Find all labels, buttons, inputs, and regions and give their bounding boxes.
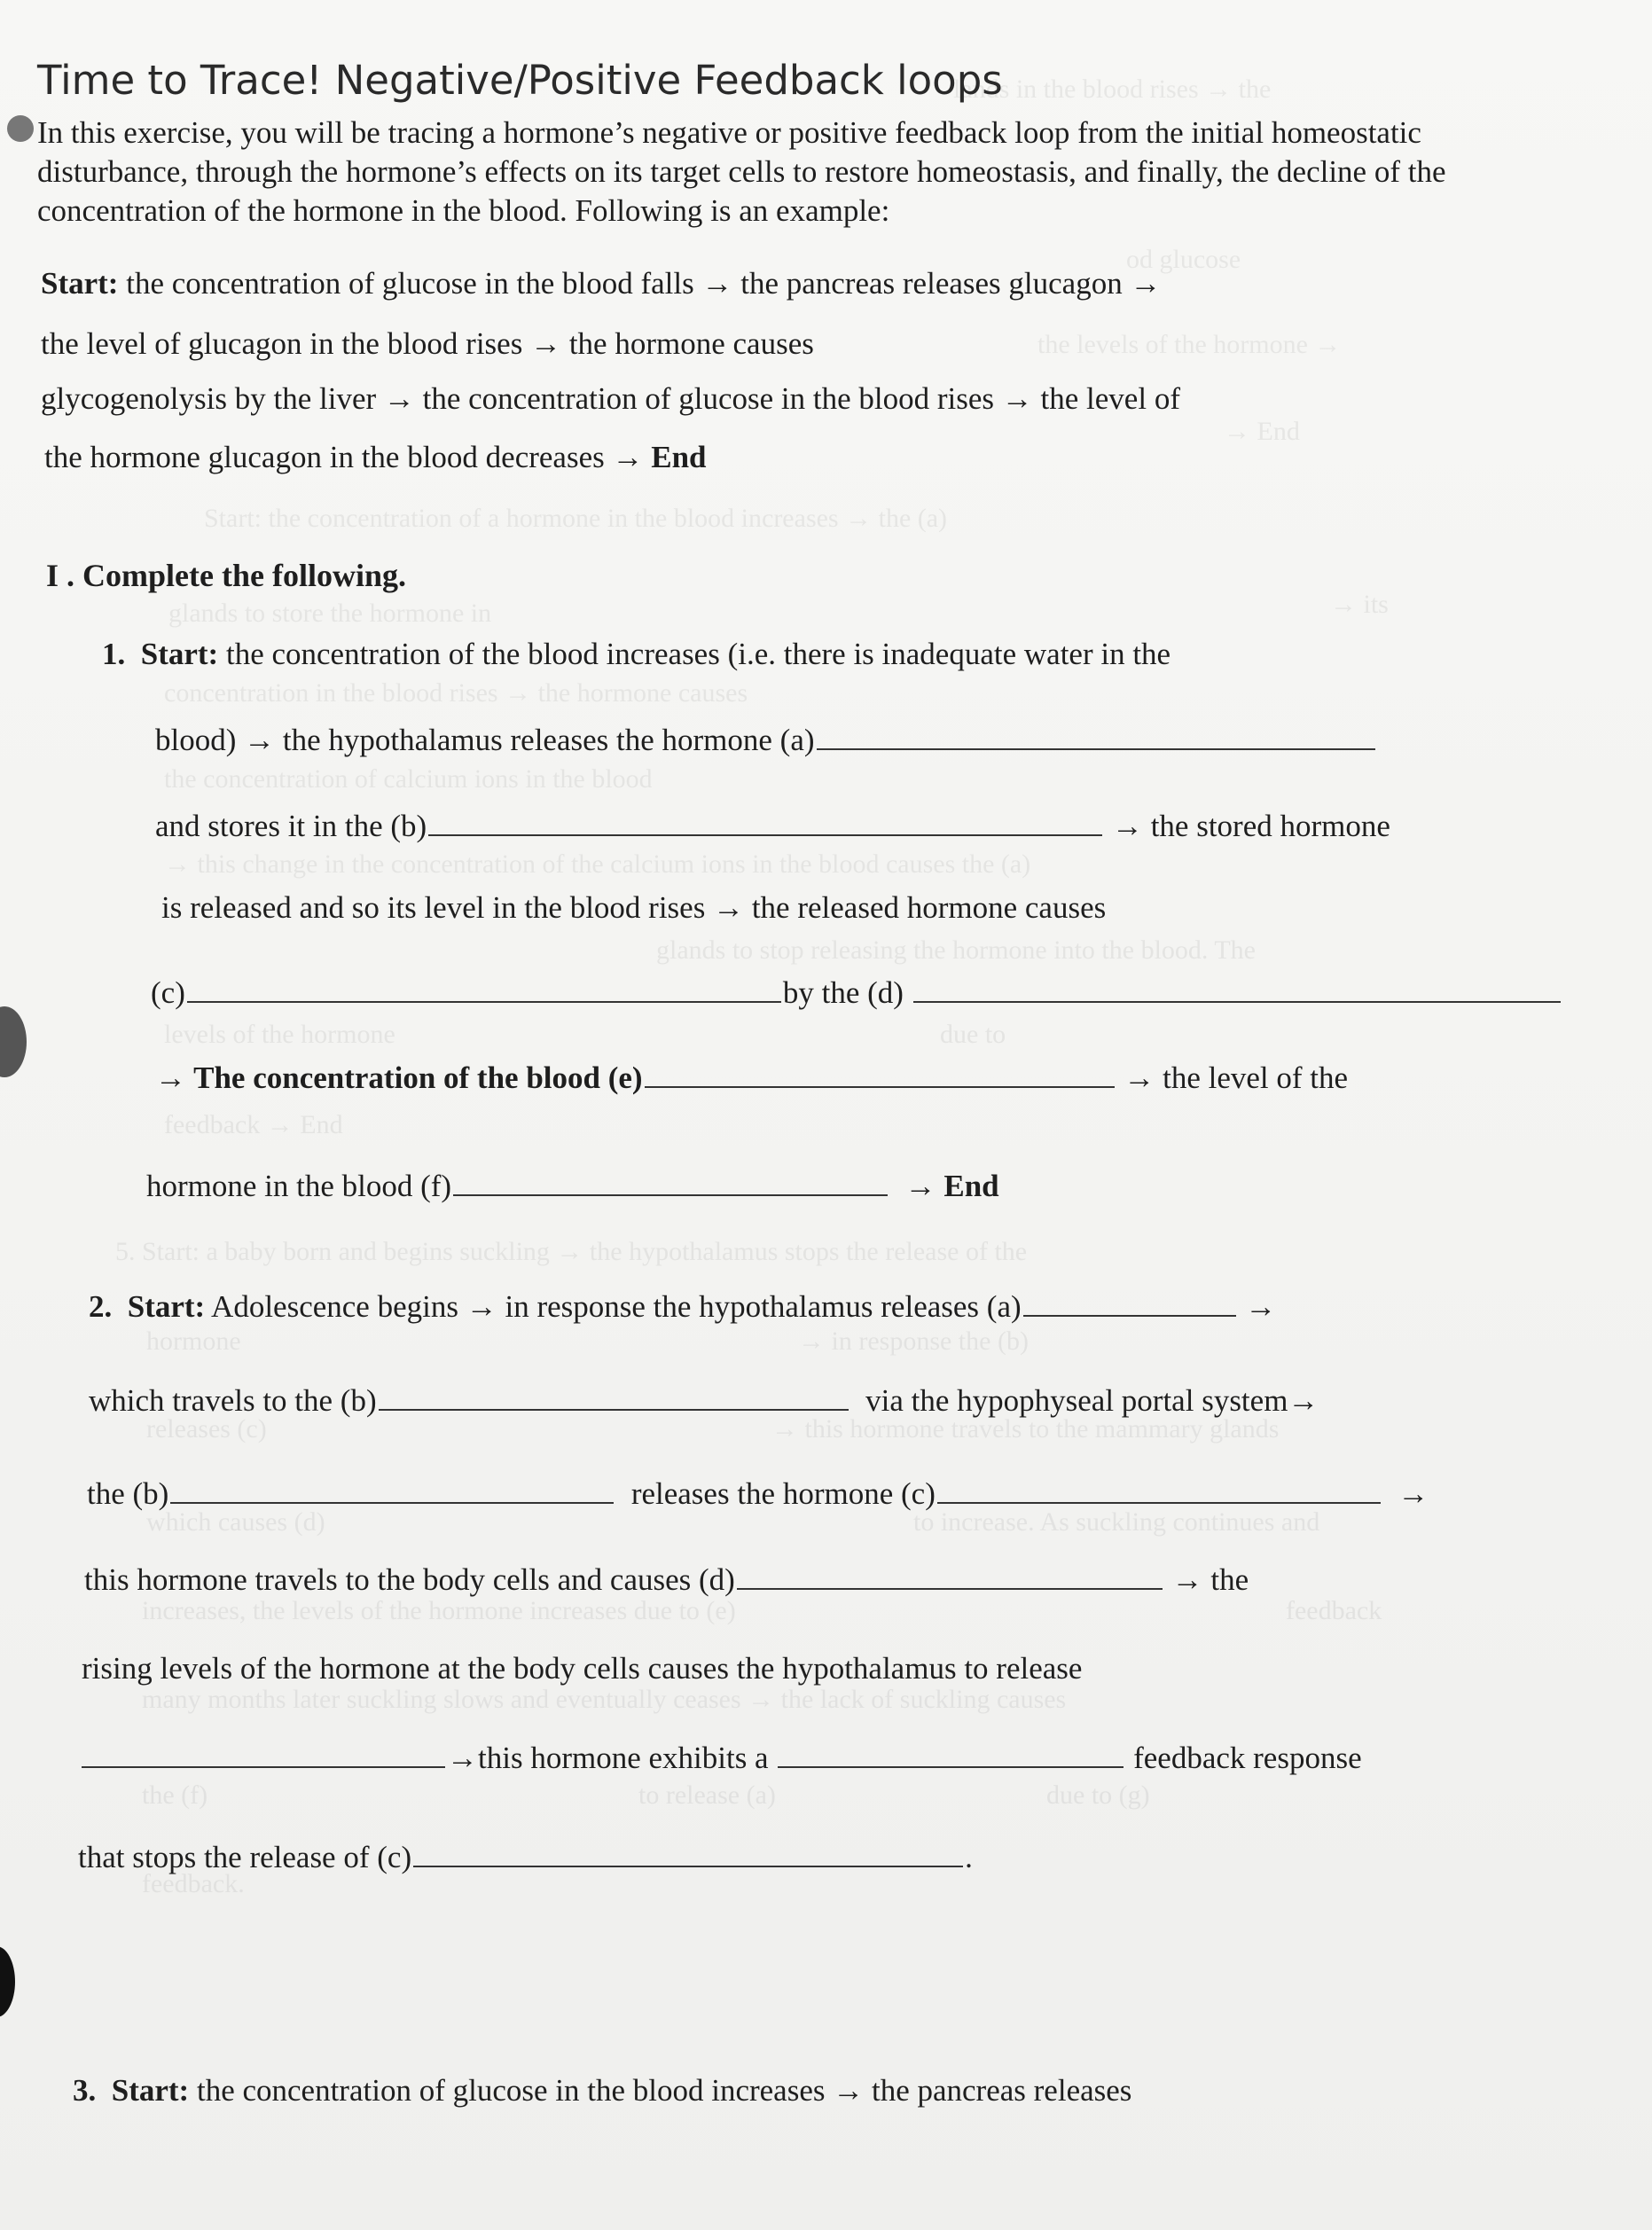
- q1-line-6: [155, 1060, 1348, 1096]
- bleed-through: which causes (d): [146, 1507, 325, 1537]
- bleed-through: levels of the hormone: [164, 1020, 395, 1049]
- q2-text: the (b): [87, 1476, 169, 1511]
- q1-text: by the (d): [782, 975, 904, 1010]
- q1-text: →: [904, 1169, 936, 1203]
- q1-text: blood) → the hypothalamus releases the hormone (a): [155, 723, 815, 757]
- q1-text: → the stored hormone: [1111, 809, 1390, 843]
- answer-blank-f[interactable]: [453, 1170, 888, 1196]
- q2-text: →: [1245, 1289, 1277, 1324]
- question-number: 1.: [102, 637, 126, 671]
- answer-blank-d[interactable]: [913, 976, 1561, 1003]
- start-label: Start:: [111, 2073, 190, 2108]
- q1-text: → the level of the: [1124, 1060, 1349, 1095]
- example-text: the hormone glucagon in the blood decreases →: [44, 440, 644, 474]
- end-label: End: [943, 1169, 999, 1203]
- bleed-through: → this change in the concentration of the calcium ions in the blood causes the (a): [164, 849, 1031, 879]
- bleed-through: releases (c): [146, 1414, 267, 1444]
- q1-text: and stores it in the (b): [155, 809, 427, 843]
- q2-text: via the hypophyseal portal system→: [865, 1383, 1319, 1418]
- q3-line-1: [73, 2073, 1131, 2109]
- start-label: Start:: [41, 266, 119, 301]
- q1-text: hormone in the blood (f): [146, 1169, 452, 1203]
- q2-line-5: rising levels of the hormone at the body cells causes the hypothalamus to release: [82, 1651, 1083, 1686]
- bleed-through: hormone: [146, 1326, 241, 1356]
- bleed-through: due to: [940, 1020, 1006, 1049]
- q2-text: Adolescence begins → in response the hypothalamus releases (a): [211, 1289, 1022, 1324]
- bleed-through: 5. Start: a baby born and begins suckling → the hypothalamus stops the release of the: [115, 1237, 1028, 1266]
- q1-line-2: [155, 723, 1377, 758]
- q2-text: this hormone travels to the body cells and causes (d): [84, 1562, 735, 1597]
- q2-text: feedback response: [1133, 1741, 1362, 1775]
- q2-text: which travels to the (b): [89, 1383, 377, 1418]
- q2-text: →: [1398, 1476, 1429, 1511]
- answer-blank-a[interactable]: [817, 724, 1375, 750]
- answer-blank-d[interactable]: [737, 1563, 1163, 1590]
- q2-text: releases the hormone (c): [630, 1476, 936, 1511]
- bleed-through: Start: the concentration of a hormone in the blood increases → the (a): [204, 504, 948, 533]
- start-label: Start:: [127, 1289, 206, 1324]
- end-label: End: [651, 440, 707, 474]
- bleed-through: od glucose: [1126, 245, 1241, 274]
- bleed-through: concentration in the blood rises → the hormone causes: [164, 678, 748, 708]
- q1-line-1: [102, 637, 1170, 672]
- q1-text: → The concentration of the blood (e): [155, 1060, 643, 1095]
- binder-hole: [0, 1946, 15, 2017]
- q1-line-4: is released and so its level in the blood rises → the released hormone causes: [161, 890, 1107, 925]
- answer-blank-hormone[interactable]: [82, 1741, 445, 1768]
- q1-line-5: [151, 975, 1562, 1011]
- answer-blank-c[interactable]: [187, 976, 781, 1003]
- bleed-through: → End: [1224, 417, 1300, 446]
- bleed-through: the levels of the hormone →: [1037, 330, 1342, 359]
- bleed-through: glands to stop releasing the hormone into the blood. The: [656, 935, 1256, 965]
- q2-line-1: [89, 1289, 1276, 1325]
- q2-text: →this hormone exhibits a: [447, 1741, 769, 1775]
- q2-text: .: [965, 1840, 973, 1874]
- example-line-1: [41, 266, 1161, 301]
- bleed-through: to release (a): [638, 1780, 776, 1810]
- bleed-through: many months later suckling slows and eventually ceases → the lack of suckling causes: [142, 1685, 1067, 1714]
- bleed-through: feedback → End: [164, 1110, 343, 1139]
- example-line-3: glycogenolysis by the liver → the concentration of glucose in the blood rises → the level of: [41, 381, 1180, 416]
- section-heading: I . Complete the following.: [46, 558, 406, 593]
- answer-blank-c[interactable]: [937, 1477, 1381, 1504]
- binder-hole: [0, 1006, 27, 1077]
- bleed-through: lands in the blood rises → the: [953, 74, 1272, 104]
- bleed-through: to increase. As suckling continues and: [913, 1507, 1320, 1537]
- bleed-through: → this hormone travels to the mammary glands: [771, 1414, 1280, 1444]
- bleed-through: the concentration of calcium ions in the blood: [164, 764, 653, 794]
- answer-blank-b[interactable]: [428, 810, 1102, 836]
- start-label: Start:: [140, 637, 219, 671]
- answer-blank-b[interactable]: [379, 1384, 849, 1411]
- intro-paragraph: In this exercise, you will be tracing a hormone’s negative or positive feedback loop from the initial homeostatic disturbance, through the hormone’s effects on its target cells to restore homeostasis, and finally, the decline of the concentration of the hormone in the blood. Following is an example:: [37, 115, 1446, 228]
- q2-line-6: [80, 1741, 1362, 1776]
- q2-line-3: [87, 1476, 1429, 1512]
- bleed-through: → in response the (b): [798, 1326, 1029, 1356]
- example-text: the concentration of glucose in the blood falls → the pancreas releases glucagon →: [126, 266, 1162, 301]
- bleed-through: due to (g): [1046, 1780, 1150, 1810]
- q1-line-7: [146, 1169, 999, 1204]
- bleed-through: → its: [1330, 590, 1389, 619]
- bleed-through: the (f): [142, 1780, 208, 1810]
- answer-blank-e[interactable]: [645, 1061, 1115, 1088]
- q1-text: (c): [151, 975, 185, 1010]
- bleed-through: glands to store the hormone in: [168, 599, 492, 628]
- q2-line-7: [78, 1840, 973, 1875]
- answer-blank-c[interactable]: [413, 1841, 963, 1867]
- q2-line-4: [84, 1562, 1249, 1598]
- q3-text: the concentration of glucose in the blood increases → the pancreas releases: [196, 2073, 1132, 2108]
- example-line-4: [44, 440, 707, 475]
- q2-text: that stops the release of (c): [78, 1840, 412, 1874]
- bleed-through: feedback: [1286, 1596, 1382, 1625]
- answer-blank-b[interactable]: [170, 1477, 614, 1504]
- bleed-through: feedback.: [142, 1869, 245, 1898]
- q2-text: → the: [1171, 1562, 1249, 1597]
- question-number: 3.: [73, 2073, 97, 2108]
- q1-line-3: [155, 809, 1390, 844]
- page-title: Time to Trace! Negative/Positive Feedback loops: [37, 57, 1003, 104]
- bullet-dot: [7, 115, 34, 142]
- q1-text: the concentration of the blood increases (i.e. there is inadequate water in the: [225, 637, 1171, 671]
- example-line-2: the level of glucagon in the blood rises → the hormone causes: [41, 326, 814, 361]
- answer-blank-a[interactable]: [1023, 1290, 1236, 1317]
- question-number: 2.: [89, 1289, 113, 1324]
- answer-blank-feedback-type[interactable]: [778, 1741, 1124, 1768]
- bleed-through: increases, the levels of the hormone increases due to (e): [142, 1596, 736, 1625]
- q2-line-2: [89, 1383, 1319, 1419]
